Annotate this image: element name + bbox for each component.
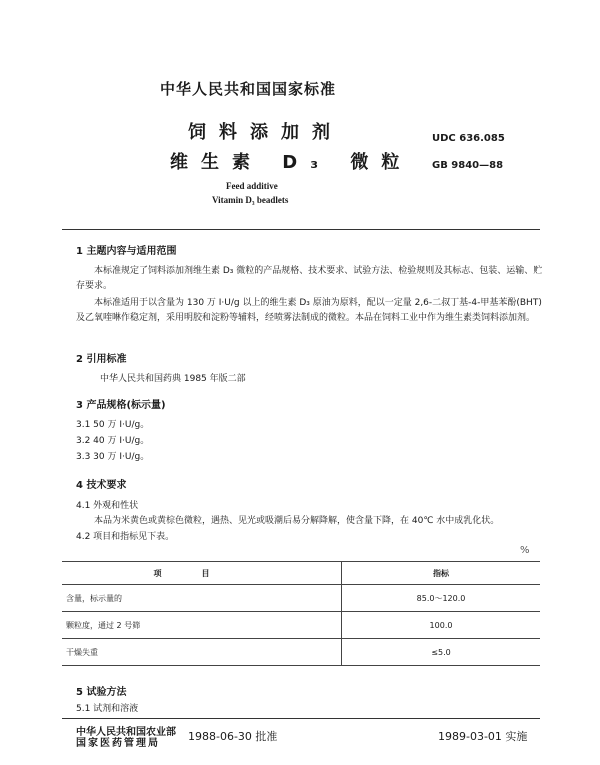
spec-item: 3.1 50 万 I·U/g。 bbox=[76, 420, 150, 430]
section-3-title: 3 产品规格(标示量) bbox=[76, 400, 166, 411]
section-5-title: 5 试验方法 bbox=[76, 687, 127, 698]
row-value: 85.0～120.0 bbox=[342, 585, 541, 612]
title-line-2: 维生素 D₃ 微粒 bbox=[170, 152, 413, 173]
issuing-org-2: 国家医药管理局 bbox=[76, 738, 160, 749]
header-item: 项目 bbox=[62, 562, 342, 585]
header-divider bbox=[62, 229, 540, 230]
header-value: 指标 bbox=[342, 562, 541, 585]
section-5-1-title: 5.1 试剂和溶液 bbox=[76, 704, 139, 714]
section-4-2-title: 4.2 项目和指标见下表。 bbox=[76, 532, 175, 542]
standard-label: 中华人民共和国国家标准 bbox=[160, 80, 337, 98]
row-value: 100.0 bbox=[342, 612, 541, 639]
row-item: 颗粒度，通过 2 号筛 bbox=[62, 612, 342, 639]
table-row bbox=[62, 612, 540, 639]
section-1-paragraph-2: 本标准适用于以含量为 130 万 I·U/g 以上的维生素 D₃ 原油为原料，配以一定量 2,6-二叔丁基-4-甲基苯酚(BHT)及乙氧喹啉作稳定剂，采用明胶和淀粉等辅料，经喷雾法制成的微粒。本品在饲料工业中作为维生素类饲料添加剂。 bbox=[76, 298, 542, 323]
table-row bbox=[62, 639, 540, 666]
approval-date: 1988-06-30 批准 bbox=[188, 730, 278, 743]
implementation-date: 1989-03-01 实施 bbox=[438, 730, 528, 743]
row-item: 干燥失重 bbox=[62, 639, 342, 666]
section-2-title: 2 引用标准 bbox=[76, 354, 127, 365]
english-title-1: Feed additive bbox=[226, 181, 278, 191]
section-1-paragraph-1: 本标准规定了饲料添加剂维生素 D₃ 微粒的产品规格、技术要求、试验方法、检验规则及其标志、包装、运输、贮存要求。 bbox=[76, 266, 543, 291]
gb-number: GB 9840—88 bbox=[432, 160, 504, 171]
section-4-1-title: 4.1 外观和性状 bbox=[76, 501, 139, 511]
english-title-2: Vitamin D₃ beadlets bbox=[212, 195, 289, 205]
row-value: ≤5.0 bbox=[342, 639, 541, 666]
section-4-title: 4 技术要求 bbox=[76, 480, 127, 491]
section-4-1-text: 本品为米黄色或黄棕色微粒，遇热、见光或吸潮后易分解降解，使含量下降，在 40℃ 水中成乳化状。 bbox=[94, 516, 500, 526]
issuing-org-1: 中华人民共和国农业部 bbox=[76, 727, 176, 738]
section-1-title: 1 主题内容与适用范围 bbox=[76, 246, 177, 257]
row-item: 含量，标示量的 bbox=[62, 585, 342, 612]
spec-table bbox=[62, 561, 540, 666]
table-row bbox=[62, 585, 540, 612]
section-2-reference: 中华人民共和国药典 1985 年版二部 bbox=[100, 374, 246, 384]
spec-item: 3.2 40 万 I·U/g。 bbox=[76, 436, 150, 446]
table-header-row bbox=[62, 562, 540, 585]
udc-code: UDC 636.085 bbox=[432, 133, 505, 144]
title-line-1: 饲料添加剂 bbox=[188, 122, 343, 143]
table-unit: % bbox=[520, 545, 530, 556]
spec-item: 3.3 30 万 I·U/g。 bbox=[76, 452, 150, 462]
footer-divider bbox=[62, 718, 540, 719]
